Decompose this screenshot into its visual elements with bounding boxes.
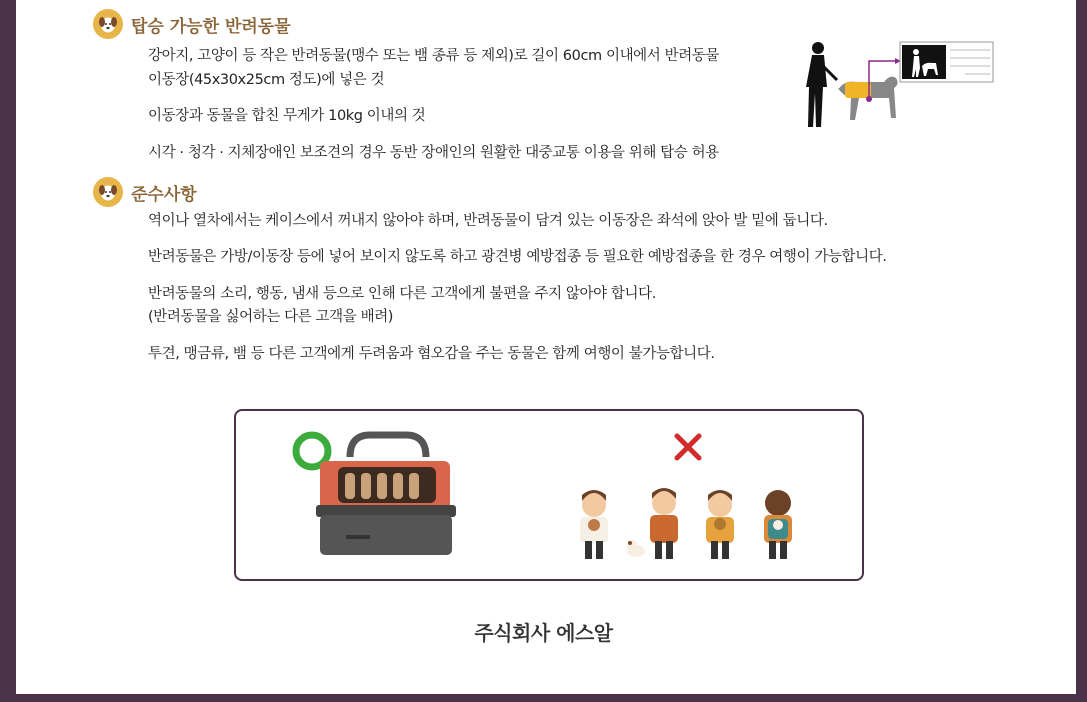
list-item: 반려동물의 소리, 행동, 냄새 등으로 인해 다른 고객에게 불편을 주지 않아야 합니다.: [148, 286, 656, 302]
list-item: 이동장(45x30x25cm 정도)에 넣은 것: [148, 72, 385, 88]
pet-carrier-icon: [290, 427, 470, 567]
list-item: (반려동물을 싫어하는 다른 고객을 배려): [148, 309, 394, 325]
list-item: 역이나 열차에서는 케이스에서 꺼내지 않아야 하며, 반려동물이 담겨 있는 이동장은 좌석에 앉아 발 밑에 둡니다.: [148, 213, 828, 229]
guide-dog-icon: [790, 38, 1000, 132]
list-item: 이동장과 동물을 합친 무게가 10kg 이내의 것: [148, 108, 426, 124]
guide-dog-sign-icon: [900, 42, 993, 82]
people-with-pets-icon: [566, 427, 806, 563]
section-title-rules: [93, 177, 197, 207]
dog-badge-icon: [93, 9, 123, 39]
section-title-text: 탑승 가능한 반려동물: [131, 16, 291, 37]
dog-badge-icon: [93, 177, 123, 207]
illustration-box: [234, 409, 864, 581]
section-title-text: 준수사항: [131, 184, 197, 205]
list-item: 투견, 맹금류, 뱀 등 다른 고객에게 두려움과 혐오감을 주는 동물은 함께 여행이 불가능합니다.: [148, 346, 715, 362]
list-item: 강아지, 고양이 등 작은 반려동물(맹수 또는 뱀 종류 등 제외)로 길이 60cm 이내에서 반려동물: [148, 48, 720, 64]
list-item: 시각 · 청각 · 지체장애인 보조견의 경우 동반 장애인의 원활한 대중교통 이용을 위해 탑승 허용: [148, 145, 719, 161]
company-name: 주식회사 에스알: [474, 621, 613, 645]
section-title-eligible-pets: [93, 9, 291, 39]
list-item: 반려동물은 가방/이동장 등에 넣어 보이지 않도록 하고 광견병 예방접종 등 필요한 예방접종을 한 경우 여행이 가능합니다.: [148, 249, 887, 265]
not-allowed-x-icon: [670, 429, 706, 465]
